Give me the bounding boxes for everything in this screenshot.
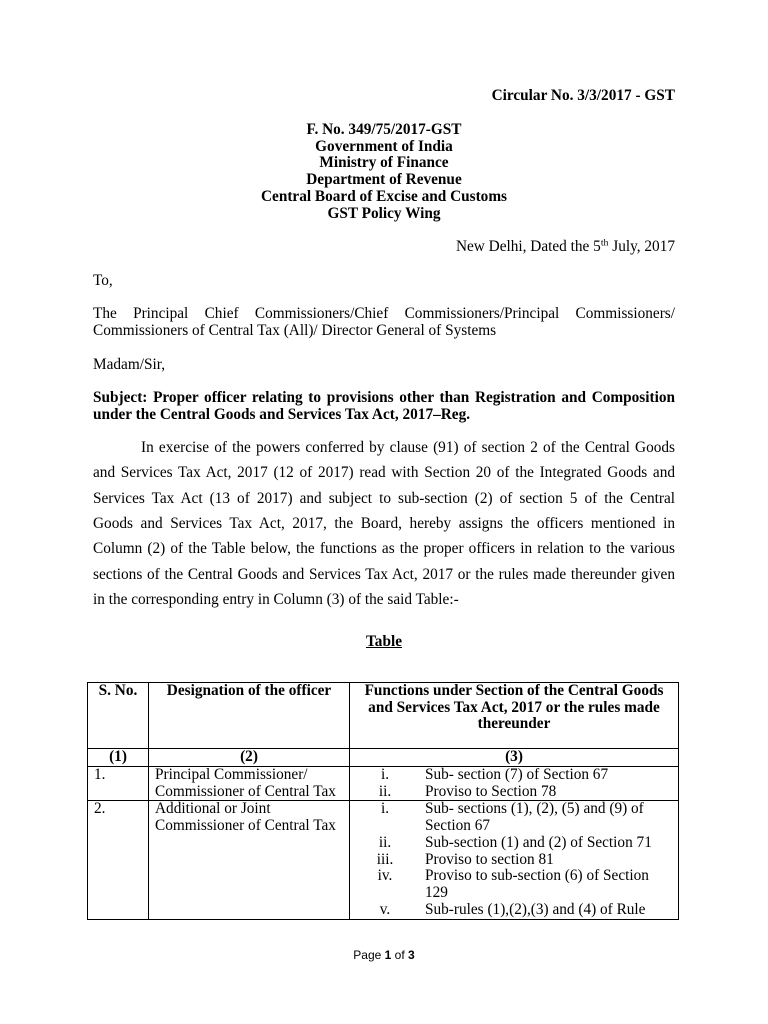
dateline	[93, 239, 675, 256]
letterhead-ministry: Ministry of Finance	[319, 154, 449, 172]
letterhead-department: Department of Revenue	[306, 171, 462, 189]
function-item-text: Proviso to sub-section (6) of Section 129	[425, 867, 649, 901]
function-item-text: Sub- section (7) of Section 67	[425, 767, 609, 783]
function-item-text: Sub-section (1) and (2) of Section 71	[425, 833, 652, 851]
function-item	[356, 784, 672, 801]
dateline-text: New Delhi, Dated the 5	[455, 238, 601, 255]
function-item-number: i.	[380, 801, 390, 818]
designation-cell: Additional or Joint Commissioner of Central Tax	[149, 801, 350, 920]
dateline-text-end: July, 2017	[608, 238, 675, 255]
addressee	[93, 306, 675, 339]
letterhead	[93, 122, 675, 222]
header-serial-number: S. No.	[88, 683, 149, 749]
function-item-number: ii.	[378, 782, 392, 800]
letterhead-board: Central Board of Excise and Customs	[260, 187, 508, 205]
of-word: of	[394, 948, 405, 962]
function-item	[356, 835, 672, 852]
function-item	[356, 801, 672, 834]
header-functions: Functions under Section of the Central Goods and Services Tax Act, 2017 or the rules made thereunder	[350, 683, 679, 749]
body-text-line: sections of the Central Goods and Services Tax Act, 2017 or the rules made thereunder given	[93, 565, 675, 583]
page-word: Page	[353, 948, 382, 962]
column-number-row	[88, 749, 679, 767]
functions-cell	[350, 767, 679, 801]
letterhead-government: Government of India	[315, 137, 453, 155]
header-designation: Designation of the officer	[149, 683, 350, 749]
body-text-line: In exercise of the powers conferred by clause (91) of section 2 of the Central Goods	[141, 439, 675, 456]
table-title	[93, 634, 675, 651]
table-title-text: Table	[366, 633, 402, 650]
function-item-number: v.	[379, 900, 391, 918]
body-text-line: Column (2) of the Table below, the functions as the proper officers in relation to the various	[93, 540, 675, 558]
subject	[93, 390, 675, 423]
functions-cell	[350, 801, 679, 920]
subject-line: Subject: Proper officer relating to provisions other than Registration and Composition	[93, 389, 675, 406]
body-text-line: in the corresponding entry in Column (3) of the said Table:-	[93, 590, 459, 608]
officer-functions-table	[87, 682, 679, 920]
function-item	[356, 868, 672, 901]
function-item	[356, 767, 672, 784]
total-pages-number: 3	[408, 948, 415, 962]
addressee-line: The Principal Chief Commissioners/Chief Commissioners/Principal Commissioners/	[93, 305, 675, 322]
current-page-number: 1	[384, 948, 392, 962]
circular-number: Circular No. 3/3/2017 - GST	[491, 87, 675, 104]
column-number: (2)	[149, 749, 350, 767]
table-row	[88, 767, 679, 801]
function-item-text: Sub-rules (1),(2),(3) and (4) of Rule	[425, 900, 646, 918]
file-number: F. No. 349/75/2017-GST	[306, 121, 462, 138]
function-item-number: ii.	[378, 833, 392, 851]
table-header-row	[88, 683, 679, 749]
addressee-line: Commissioners of Central Tax (All)/ Director General of Systems	[93, 321, 497, 339]
recipient-label: To,	[93, 272, 113, 289]
body-text-line: Goods and Services Tax Act, 2017, the Board, hereby assigns the officers mentioned in	[93, 514, 675, 532]
designation-cell: Principal Commissioner/ Commissioner of Central Tax	[149, 767, 350, 801]
table-row	[88, 801, 679, 920]
letterhead-wing: GST Policy Wing	[327, 204, 441, 222]
column-number: (3)	[350, 749, 679, 767]
salutation: Madam/Sir,	[93, 356, 166, 373]
body-text-line: and Services Tax Act, 2017 (12 of 2017) read with Section 20 of the Integrated Goods and	[93, 464, 675, 482]
function-item	[356, 852, 672, 869]
body-paragraph	[93, 435, 675, 612]
date-ordinal-suffix: th	[600, 237, 609, 249]
body-text-line: Services Tax Act (13 of 2017) and subject to sub-section (2) of section 5 of the Central	[93, 489, 675, 507]
function-item-number: iv.	[377, 867, 393, 885]
function-item-text: Proviso to section 81	[425, 850, 554, 868]
function-item	[356, 902, 672, 919]
serial-number-cell: 1.	[88, 767, 149, 801]
function-item-number: i.	[380, 767, 390, 783]
page-footer	[0, 947, 768, 963]
subject-line: under the Central Goods and Services Tax Act, 2017–Reg.	[93, 405, 471, 423]
serial-number-cell: 2.	[88, 801, 149, 920]
function-item-text: Sub- sections (1), (2), (5) and (9) of Section 67	[425, 801, 644, 835]
function-item-text: Proviso to Section 78	[425, 782, 557, 800]
column-number: (1)	[88, 749, 149, 767]
function-item-number: iii.	[376, 850, 394, 868]
